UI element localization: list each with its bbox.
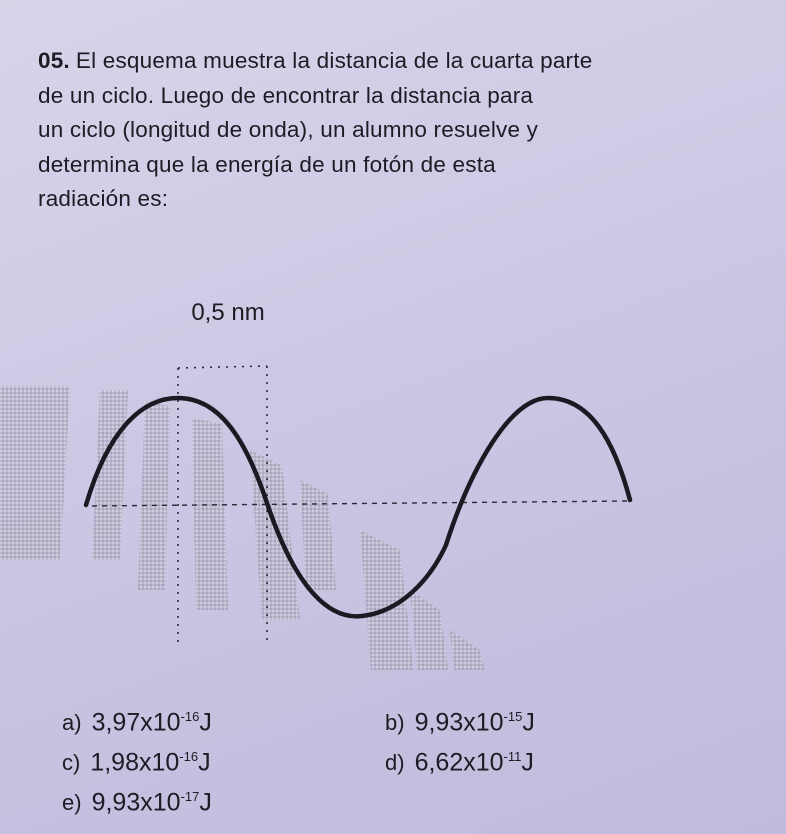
option-letter: a) — [62, 710, 82, 736]
option-mantissa: 9,93x10 — [91, 788, 181, 817]
option-mantissa: 3,97x10 — [91, 708, 181, 737]
stripe — [138, 402, 170, 590]
axis-line — [92, 501, 628, 506]
option-exponent: -11 — [503, 749, 522, 764]
option-mantissa: 1,98x10 — [90, 748, 180, 777]
stripe — [300, 480, 336, 590]
question-block — [38, 44, 738, 217]
option-mantissa: 6,62x10 — [414, 748, 504, 777]
option-letter: e) — [62, 790, 82, 816]
option-exponent: -15 — [503, 709, 523, 724]
distance-bracket — [178, 366, 267, 368]
wave-diagram — [0, 290, 786, 670]
stripe — [192, 418, 228, 610]
option-exponent: -16 — [179, 749, 199, 764]
question-number: 05. — [38, 48, 70, 73]
option-unit: J — [522, 708, 535, 737]
option-unit: J — [198, 748, 211, 777]
option-d[interactable] — [385, 737, 534, 783]
option-e[interactable] — [62, 777, 212, 823]
distance-label: 0,5 nm — [191, 299, 265, 326]
question-text: El esquema muestra la distancia de la cuarta parte de un ciclo. Luego de encontrar la distancia para un ciclo (longitud de onda), un alumno resuelve y determina que la energía de un fotón de esta radiación es: — [38, 48, 593, 211]
background-stripes — [0, 386, 520, 670]
option-unit: J — [199, 708, 212, 737]
option-exponent: -16 — [180, 709, 200, 724]
option-unit: J — [521, 748, 534, 777]
option-mantissa: 9,93x10 — [414, 708, 504, 737]
option-unit: J — [199, 788, 212, 817]
option-letter: d) — [385, 750, 405, 776]
option-exponent: -17 — [180, 789, 200, 804]
stripe — [0, 386, 70, 560]
option-letter: b) — [385, 710, 405, 736]
stripe — [450, 630, 520, 670]
option-letter: c) — [62, 750, 81, 776]
